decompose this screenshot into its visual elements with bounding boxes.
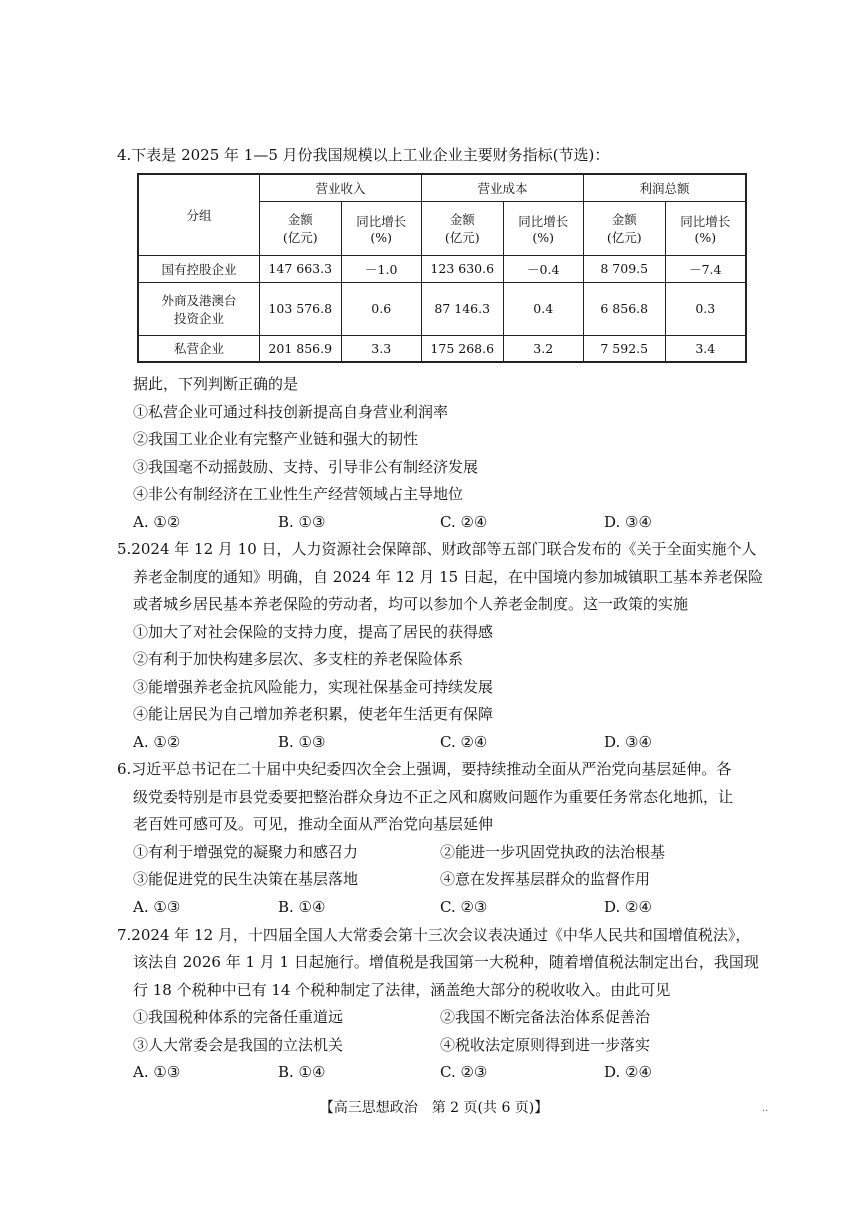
q6-item-1: ①有利于增强党的凝聚力和感召力 (133, 843, 359, 861)
table-cell: 0.4 (503, 282, 583, 335)
q5-option-a[interactable]: A. ①② (133, 733, 181, 751)
q7-option-d[interactable]: D. ②④ (604, 1063, 652, 1081)
table-row (138, 335, 746, 362)
q5-item-2: ②有利于加快构建多层次、多支柱的养老保险体系 (133, 650, 464, 668)
table-cell: 87 146.3 (421, 282, 503, 335)
row-name: 国有控股企业 (138, 255, 259, 282)
table-cell: 201 856.9 (259, 335, 341, 362)
q6-item-2: ②能进一步巩固党执政的法治根基 (440, 843, 666, 861)
sub-growth-line2: (%) (532, 229, 555, 245)
sub-header-growth (665, 201, 746, 255)
q7-stem-line-2: 该法自 2026 年 1 月 1 日起施行。增值税是我国第一大税种，随着增值税法制定出台，我国现 (133, 953, 759, 971)
table-cell: 0.6 (341, 282, 421, 335)
q6-option-d[interactable]: D. ②④ (604, 898, 652, 916)
q5-stem-line-1: 5.2024 年 12 月 10 日，人力资源社会保障部、财政部等五部门联合发布的《关于全面实施个人 (117, 540, 757, 558)
q7-stem-line-1: 7.2024 年 12 月，十四届全国人大常委会第十三次会议表决通过《中华人民共和国增值税法》， (117, 926, 751, 944)
sub-header-growth (341, 201, 421, 255)
col-group-cost: 营业成本 (421, 174, 583, 201)
table-cell: 147 663.3 (259, 255, 341, 282)
sub-growth-line1: 同比增长 (356, 213, 407, 229)
q5-stem-line-2: 养老金制度的通知》明确，自 2024 年 12 月 15 日起，在中国境内参加城镇职工基本养老保险 (133, 568, 763, 586)
row-name-line2: 投资企业 (173, 310, 224, 326)
col-group-revenue: 营业收入 (259, 174, 421, 201)
q6-option-a[interactable]: A. ①③ (133, 898, 181, 916)
table-cell: －7.4 (665, 255, 746, 282)
table-cell: 3.4 (665, 335, 746, 362)
table-row (138, 255, 746, 282)
table-cell: 103 576.8 (259, 282, 341, 335)
table-cell: 7 592.5 (583, 335, 665, 362)
q5-item-3: ③能增强养老金抗风险能力，实现社保基金可持续发展 (133, 678, 494, 696)
table-row (138, 282, 746, 335)
q5-option-b[interactable]: B. ①③ (278, 733, 326, 751)
sub-amount-line1: 金额 (611, 212, 637, 227)
q5-stem-line-3: 或者城乡居民基本养老保险的劳动者，均可以参加个人养老金制度。这一政策的实施 (133, 595, 689, 613)
table-cell: －0.4 (503, 255, 583, 282)
q4-prompt: 据此，下列判断正确的是 (133, 375, 299, 393)
sub-amount-line1: 金额 (449, 212, 475, 227)
sub-header-amount (583, 201, 665, 255)
group-header: 分组 (186, 207, 212, 223)
table-cell: －1.0 (341, 255, 421, 282)
row-name: 私营企业 (138, 335, 259, 362)
q6-item-4: ④意在发挥基层群众的监督作用 (440, 870, 651, 888)
group-header-cell (138, 174, 259, 255)
q7-item-1: ①我国税种体系的完备任重道远 (133, 1008, 344, 1026)
sub-amount-line2: (亿元) (606, 230, 642, 245)
q6-stem-line-3: 老百姓可感可及。可见，推动全面从严治党向基层延伸 (133, 815, 494, 833)
q4-option-a[interactable]: A. ①② (133, 513, 181, 531)
q6-stem-line-1: 6.习近平总书记在二十届中央纪委四次全会上强调，要持续推动全面从严治党向基层延伸。各 (117, 760, 732, 778)
col-group-profit: 利润总额 (583, 174, 746, 201)
table-cell: 6 856.8 (583, 282, 665, 335)
q7-stem-line-3: 行 18 个税种中已有 14 个税种制定了法律，涵盖绝大部分的税收收入。由此可见 (133, 981, 671, 999)
footer-mark: .. (762, 1103, 769, 1114)
q4-stem: 4.下表是 2025 年 1—5 月份我国规模以上工业企业主要财务指标(节选)： (117, 146, 610, 164)
q6-item-3: ③能促进党的民生决策在基层落地 (133, 870, 359, 888)
sub-amount-line2: (亿元) (444, 230, 480, 245)
q5-item-4: ④能让居民为自己增加养老积累，使老年生活更有保障 (133, 705, 494, 723)
q5-option-c[interactable]: C. ②④ (440, 733, 488, 751)
sub-header-amount (259, 201, 341, 255)
q4-option-b[interactable]: B. ①③ (278, 513, 326, 531)
q4-item-1: ①私营企业可通过科技创新提高自身营业利润率 (133, 403, 449, 421)
q7-option-a[interactable]: A. ①③ (133, 1063, 181, 1081)
q5-item-1: ①加大了对社会保险的支持力度，提高了居民的获得感 (133, 623, 494, 641)
q6-option-c[interactable]: C. ②③ (440, 898, 488, 916)
sub-header-amount (421, 201, 503, 255)
row-name-line1: 外商及港澳台 (161, 292, 237, 308)
financial-table (137, 173, 747, 363)
sub-header-growth (503, 201, 583, 255)
sub-growth-line1: 同比增长 (680, 213, 731, 229)
sub-amount-line1: 金额 (287, 212, 313, 227)
page-footer: 【高三思想政治 第 2 页(共 6 页)】 (319, 1100, 549, 1116)
q7-item-4: ④税收法定原则得到进一步落实 (440, 1036, 651, 1054)
row-name (138, 282, 259, 335)
table-cell: 3.3 (341, 335, 421, 362)
table-cell: 123 630.6 (421, 255, 503, 282)
q4-option-c[interactable]: C. ②④ (440, 513, 488, 531)
table-cell: 175 268.6 (421, 335, 503, 362)
q4-item-3: ③我国毫不动摇鼓励、支持、引导非公有制经济发展 (133, 458, 479, 476)
sub-growth-line2: (%) (694, 229, 717, 245)
sub-growth-line1: 同比增长 (518, 213, 569, 229)
q4-option-d[interactable]: D. ③④ (604, 513, 652, 531)
q6-stem-line-2: 级党委特别是市县党委要把整治群众身边不正之风和腐败问题作为重要任务常态化地抓，让 (133, 788, 734, 806)
q4-item-4: ④非公有制经济在工业性生产经营领域占主导地位 (133, 485, 464, 503)
q4-item-2: ②我国工业企业有完整产业链和强大的韧性 (133, 430, 419, 448)
table-cell: 0.3 (665, 282, 746, 335)
q5-option-d[interactable]: D. ③④ (604, 733, 652, 751)
q7-item-3: ③人大常委会是我国的立法机关 (133, 1036, 344, 1054)
q7-item-2: ②我国不断完备法治体系促善治 (440, 1008, 651, 1026)
table-cell: 3.2 (503, 335, 583, 362)
q7-option-b[interactable]: B. ①④ (278, 1063, 326, 1081)
sub-amount-line2: (亿元) (282, 230, 318, 245)
q7-option-c[interactable]: C. ②③ (440, 1063, 488, 1081)
table-cell: 8 709.5 (583, 255, 665, 282)
sub-growth-line2: (%) (370, 229, 393, 245)
q6-option-b[interactable]: B. ①④ (278, 898, 326, 916)
